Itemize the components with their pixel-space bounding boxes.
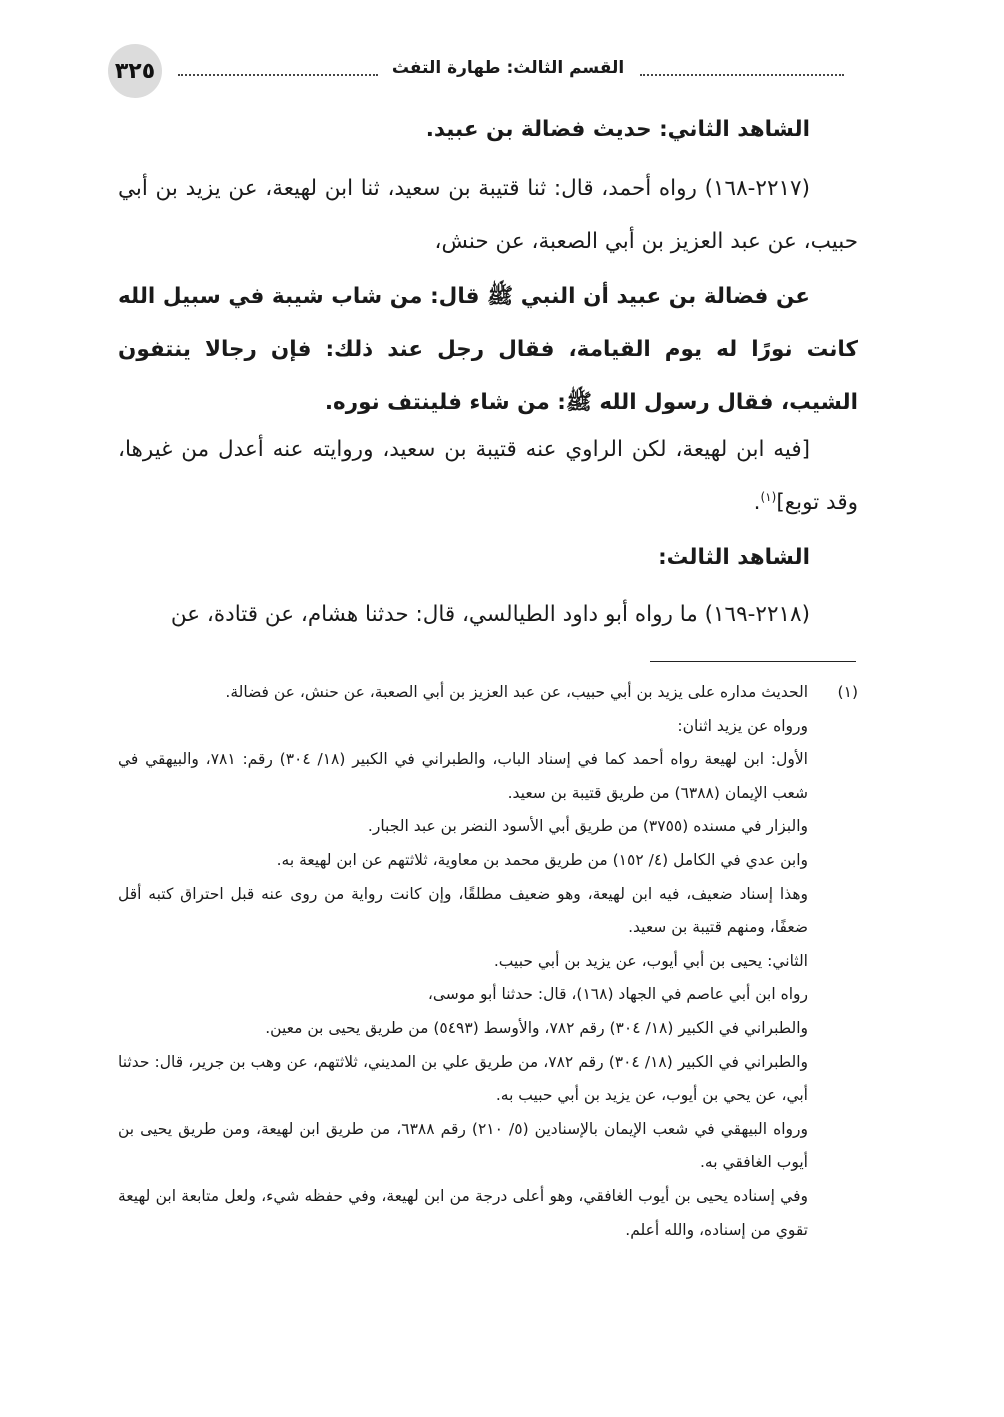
hadith-2217-matn: عن فضالة بن عبيد أن النبي ﷺ قال: من شاب شيبة في سبيل الله كانت نورًا له يوم القيامة، فقال رجل عند ذلك: فإن رجالا ينتفون الشيب، فقال رسول الله ﷺ: من شاء فلينتف نوره. bbox=[118, 284, 858, 415]
grading-text: [فيه ابن لهيعة، لكن الراوي عنه قتيبة بن سعيد، وروايته عنه أعدل من غيرها، وقد توبع] bbox=[118, 437, 858, 515]
footnote-marker: (١) bbox=[837, 683, 858, 701]
footnote-line: الحديث مداره على يزيد بن أبي حبيب، عن عبد العزيز بن أبي الصعبة، عن حنش، عن فضالة. bbox=[225, 683, 808, 701]
footnote-line: والبزار في مسنده (٣٧٥٥) من طريق أبي الأسود النضر بن عبد الجبار. bbox=[367, 817, 808, 836]
running-title: القسم الثالث: طهارة التفث bbox=[391, 58, 625, 78]
footnote-line: الأول: ابن لهيعة رواه أحمد كما في إسناد الباب، والطبراني في الكبير (١٨/ ٣٠٤) رقم: ٧٨١، والبيهقي في شعب الإيمان (٦٣٨٨) من طريق قتيبة بن سعيد. bbox=[118, 750, 808, 802]
page-number: ٣٢٥ bbox=[108, 44, 162, 98]
witness-two-heading: الشاهد الثاني: حديث فضالة بن عبيد. bbox=[425, 117, 810, 142]
header-dotted-leader-left bbox=[178, 74, 378, 76]
footnote-line: والطبراني في الكبير (١٨/ ٣٠٤) رقم ٧٨٢، من طريق علي بن المديني، ثلاثتهم، عن وهب بن جرير، قال: حدثنا أبي، عن يحي بن أيوب، عن يزيد بن أبي حبيب به. bbox=[118, 1052, 809, 1105]
page-header bbox=[108, 44, 848, 98]
footnote-line: وهذا إسناد ضعيف، فيه ابن لهيعة، وهو ضعيف مطلقًا، وإن كانت رواية من روى عنه قبل احتراق كتبه أقل ضعفًا، ومنهم قتيبة بن سعيد. bbox=[118, 884, 808, 937]
witness-three-heading: الشاهد الثالث: bbox=[658, 545, 810, 570]
footnote-body bbox=[118, 676, 808, 1247]
footnote-line: والطبراني في الكبير (١٨/ ٣٠٤) رقم ٧٨٢، والأوسط (٥٤٩٣) من طريق يحيى بن معين. bbox=[265, 1018, 808, 1037]
hadith-2217-isnad: (٢٢١٧-١٦٨) رواه أحمد، قال: ثنا قتيبة بن سعيد، ثنا ابن لهيعة، عن يزيد بن أبي حبيب، عن عبد العزيز بن أبي الصعبة، عن حنش، bbox=[118, 176, 858, 254]
footnote-line: الثاني: يحيى بن أبي أيوب، عن يزيد بن أبي حبيب. bbox=[493, 951, 808, 970]
footnote-line: وفي إسناده يحيى بن أيوب الغافقي، وهو أعلى درجة من ابن لهيعة، وفي حفظه شيء، ولعل متابعة ابن لهيعة تقوي من إسناده، والله أعلم. bbox=[118, 1186, 808, 1239]
footnote-line: رواه ابن أبي عاصم في الجهاد (١٦٨)، قال: حدثنا أبو موسى، bbox=[427, 985, 808, 1004]
footnote-separator bbox=[650, 661, 856, 662]
grading-end: . bbox=[753, 490, 761, 515]
hadith-2217-grading bbox=[118, 423, 858, 529]
hadith-2218-isnad: (٢٢١٨-١٦٩) ما رواه أبو داود الطيالسي، قال: حدثنا هشام، عن قتادة، عن bbox=[170, 602, 810, 627]
header-dotted-leader-right bbox=[640, 74, 844, 76]
footnote-line: وابن عدي في الكامل (٤/ ١٥٢) من طريق محمد بن معاوية، ثلاثتهم عن ابن لهيعة به. bbox=[276, 850, 808, 869]
footnote-line: ورواه عن يزيد اثنان: bbox=[677, 716, 808, 735]
footnote-line: ورواه البيهقي في شعب الإيمان بالإسنادين (٥/ ٢١٠) رقم ٦٣٨٨، من طريق ابن لهيعة، ومن طريق يحيى بن أيوب الغافقي به. bbox=[118, 1119, 808, 1172]
footnote-ref[interactable]: (١) bbox=[760, 489, 777, 504]
